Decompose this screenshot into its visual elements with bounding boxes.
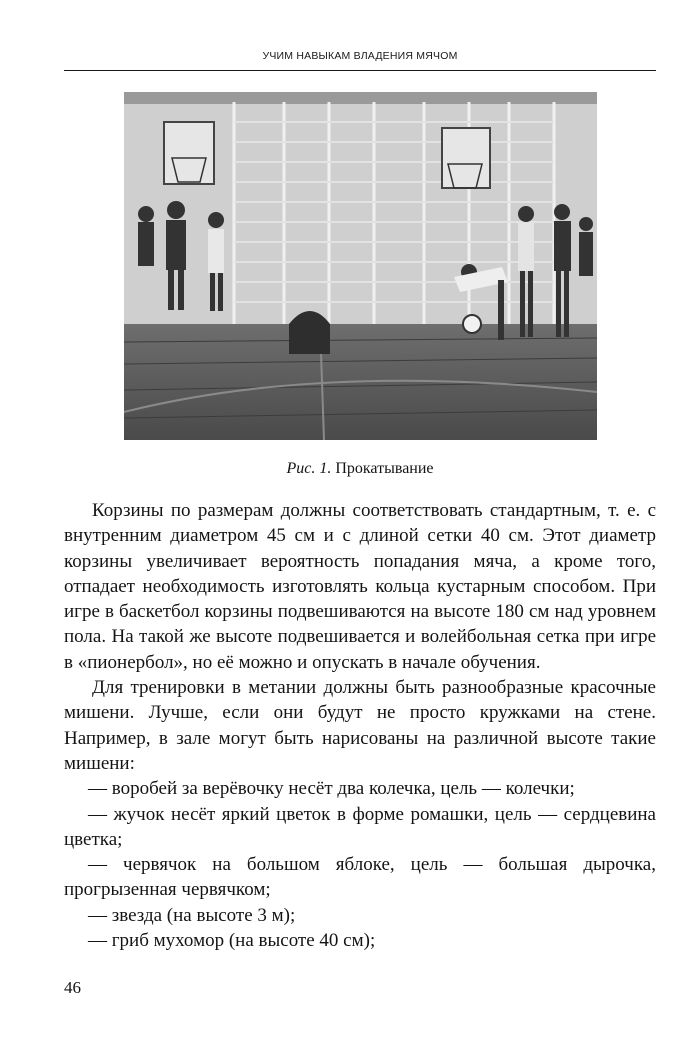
figure-label: Рис. 1.	[286, 460, 332, 477]
list-item: — воробей за верёвочку несёт два колечка, цель — колечки;	[88, 778, 575, 800]
figure-caption-text: Прокатывание	[335, 460, 434, 477]
paragraph: Для тренировки в метании должны быть разнообразные красочные мишени. Лучше, если они будут не просто кружками на стене. Например, в зале могут быть нарисованы на различной высоте такие мишени:	[64, 677, 656, 774]
list-item: — червячок на большом яблоке, цель — большая дырочка, прогрызенная червячком;	[64, 854, 656, 901]
body-text	[64, 498, 656, 953]
list-item: — звезда (на высоте 3 м);	[88, 904, 296, 926]
figure-photo	[124, 92, 597, 440]
list-item: — жучок несёт яркий цветок в форме ромашки, цель — сердцевина цветка;	[64, 803, 656, 850]
running-head: УЧИМ НАВЫКАМ ВЛАДЕНИЯ МЯЧОМ	[262, 50, 458, 62]
header-rule	[64, 70, 656, 71]
paragraph: Корзины по размерам должны соответствовать стандартным, т. е. с внутренним диаметром 45 см и с длиной сетки 40 см. Этот диаметр корзины увеличивает вероятность попадания мяча, а кроме того, отпадает необходимость изготовлять кольца кустарным способом. При игре в баскетбол корзины подвешиваются на высоте 180 см над уровнем пола. На такой же высоте подвешивается и волейбольная сетка при игре в «пионербол», но её можно и опускать в начале обучения.	[64, 500, 656, 673]
list-item: — гриб мухомор (на высоте 40 см);	[88, 930, 376, 952]
page-number: 46	[64, 978, 81, 997]
figure-caption	[64, 460, 656, 478]
